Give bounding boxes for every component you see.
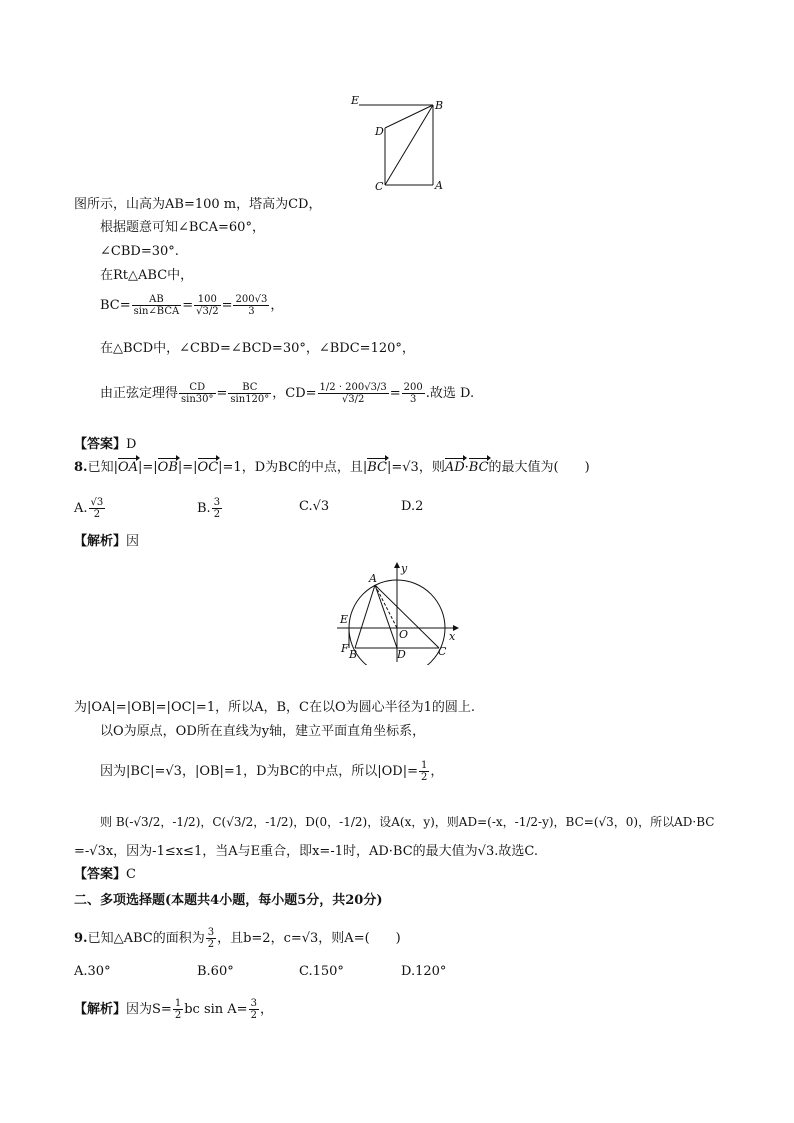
numerator: 3 bbox=[213, 497, 221, 508]
denominator: sin120° bbox=[230, 394, 270, 405]
answer-value: C bbox=[126, 867, 136, 882]
question-number: 8. bbox=[74, 460, 88, 475]
sol7-line5: BC= $\frac{AB}{\text{sin∠BCA}}$ = $\frac{100}{√3/2}$ = $\frac{200√3}{3}$ ， bbox=[100, 294, 284, 317]
q8-text-a: 已知| bbox=[87, 460, 118, 475]
vector-oa: OA bbox=[117, 460, 139, 475]
dot-operator: · bbox=[464, 460, 469, 475]
denominator: √3/2 bbox=[341, 394, 365, 405]
fraction bbox=[419, 760, 429, 783]
denominator: 2 bbox=[213, 509, 221, 520]
q8-option-c: C.√3 bbox=[299, 499, 330, 514]
numerator: 1/2 · 200√3/3 bbox=[319, 382, 387, 393]
sol7-line7-mid: ，CD= bbox=[272, 386, 317, 401]
label-e: E bbox=[340, 613, 349, 626]
sol7-line7-suffix: .故选 D. bbox=[425, 386, 475, 401]
label-a: A bbox=[369, 572, 377, 585]
sol8-line4: 则 B(-√3/2，-1/2)，C(√3/2，-1/2)，D(0，-1/2)，设A(x，y)，则AD=(-x，-1/2-y)，BC=(√3，0)，所以AD·BC bbox=[100, 815, 715, 829]
q8-text-1: |=| bbox=[138, 460, 158, 475]
sol7-line6: 在△BCD中，∠CBD=∠BCD=30°，∠BDC=120°， bbox=[100, 341, 415, 356]
q8-option-d: D.2 bbox=[401, 499, 424, 514]
vector-bc: BC bbox=[468, 460, 489, 475]
numerator: 200√3 bbox=[235, 294, 268, 305]
label-d: D bbox=[375, 125, 384, 138]
vector-oc: OC bbox=[197, 460, 219, 475]
denominator: 2 bbox=[207, 939, 215, 950]
numerator: 200 bbox=[403, 382, 423, 393]
answer-8 bbox=[74, 866, 136, 884]
sol7-line1: 图所示，山高为AB=100 m，塔高为CD， bbox=[74, 197, 322, 212]
q8-text-3: |=1，D为BC的中点，且| bbox=[218, 460, 368, 475]
sol8-line3-prefix: 因为|BC|=√3，|OB|=1，D为BC的中点，所以|OD|= bbox=[100, 764, 418, 779]
sol8-line3-suffix: ， bbox=[430, 764, 444, 779]
vector-ob: OB bbox=[157, 460, 178, 475]
numerator: √3 bbox=[90, 497, 104, 508]
sol8-line5: =-√3x，因为-1≤x≤1，当A与E重合，即x=-1时，AD·BC的最大值为√3.故选C. bbox=[74, 844, 538, 859]
numerator: 1 bbox=[420, 760, 428, 771]
denominator: 2 bbox=[174, 1010, 182, 1021]
label-d: D bbox=[397, 648, 406, 661]
fraction bbox=[212, 497, 222, 520]
denominator: 2 bbox=[93, 509, 101, 520]
sol7-line5-suffix: ， bbox=[270, 298, 284, 313]
option-label: A. bbox=[74, 501, 88, 516]
label-b: B bbox=[349, 648, 358, 661]
fraction bbox=[318, 382, 389, 405]
q8-option-a bbox=[74, 497, 106, 520]
denominator: 3 bbox=[248, 306, 255, 317]
label-x: x bbox=[449, 630, 456, 643]
q8-text-5: 的最大值为( ) bbox=[488, 460, 590, 475]
label-a: A bbox=[435, 179, 443, 192]
sol7-line4: 在Rt△ABC中， bbox=[100, 268, 194, 283]
option-label: B. bbox=[197, 501, 211, 516]
sol8-line1: 为|OA|=|OB|=|OC|=1，所以A，B，C在以O为圆心半径为1的圆上. bbox=[74, 700, 476, 715]
numerator: 3 bbox=[250, 998, 257, 1009]
denominator: sin30° bbox=[181, 394, 214, 405]
question-9 bbox=[74, 927, 401, 950]
analysis-text: 因 bbox=[126, 534, 140, 549]
sol7-line7: 由正弦定理得 $\frac{CD}{\sin 30^\circ}$ = $\frac{BC}{\sin 120^\circ}$ ，CD= $\frac{1/2 \cdot 200√3/3}{√3/2}$ = $\frac{200}{3}$ .故选 D. bbox=[100, 382, 475, 405]
denominator: √3/2 bbox=[196, 306, 219, 317]
label-o: O bbox=[399, 628, 409, 641]
label-e: E bbox=[351, 94, 360, 107]
q9-suffix: ，且b=2，c=√3，则A=( ) bbox=[217, 931, 401, 946]
analysis-suffix: ， bbox=[259, 1002, 273, 1017]
q8-option-b bbox=[197, 497, 223, 520]
denominator: 2 bbox=[250, 1010, 257, 1021]
tower-figure bbox=[345, 90, 455, 195]
label-y: y bbox=[401, 562, 408, 575]
sol7-line7-prefix: 由正弦定理得 bbox=[100, 386, 179, 401]
fraction bbox=[249, 998, 259, 1021]
analysis-9 bbox=[74, 998, 273, 1021]
segment-ad bbox=[375, 585, 397, 648]
section-2-heading: 二、多项选择题(本题共4小题，每小题5分，共20分) bbox=[74, 893, 383, 908]
circle-figure bbox=[335, 560, 465, 665]
side-ab bbox=[355, 585, 375, 648]
q9-option-c: C.150° bbox=[299, 964, 344, 979]
question-8 bbox=[74, 459, 590, 477]
analysis-mid: bc sin A= bbox=[184, 1002, 248, 1017]
q8-text-4: |=√3，则 bbox=[387, 460, 445, 475]
y-axis-arrow bbox=[394, 562, 400, 568]
numerator: 1 bbox=[174, 998, 182, 1009]
label-c: C bbox=[438, 645, 447, 658]
fraction bbox=[179, 382, 216, 405]
sol8-line3 bbox=[100, 760, 443, 783]
numerator: 100 bbox=[194, 294, 220, 306]
segment-ao-dashed bbox=[375, 585, 397, 628]
q9-prefix: 已知△ABC的面积为 bbox=[87, 931, 205, 946]
denominator: 3 bbox=[410, 394, 417, 405]
answer-label: 【答案】 bbox=[74, 437, 127, 452]
q9-option-b: B.60° bbox=[197, 964, 234, 979]
numerator: AB bbox=[132, 294, 182, 306]
question-number: 9. bbox=[74, 931, 88, 946]
analysis-8 bbox=[74, 533, 139, 551]
q9-option-a: A.30° bbox=[74, 964, 111, 979]
sol7-line3: ∠CBD=30°. bbox=[100, 244, 179, 259]
label-f: F bbox=[341, 642, 349, 655]
answer-label: 【答案】 bbox=[74, 867, 127, 882]
sol7-line5-prefix: BC= bbox=[100, 298, 131, 313]
fraction bbox=[194, 294, 220, 317]
numerator: 3 bbox=[207, 927, 215, 938]
fraction bbox=[89, 497, 106, 520]
q9-option-d: D.120° bbox=[401, 964, 447, 979]
fraction bbox=[206, 927, 216, 950]
label-c: C bbox=[375, 180, 384, 193]
fraction bbox=[233, 294, 269, 317]
analysis-label: 【解析】 bbox=[74, 534, 127, 549]
fraction bbox=[402, 382, 425, 405]
fraction bbox=[228, 382, 271, 405]
vector-bc: BC bbox=[367, 460, 387, 475]
q8-text-2: |=| bbox=[177, 460, 198, 475]
fraction bbox=[173, 998, 183, 1021]
denominator: 2 bbox=[420, 772, 428, 783]
label-b: B bbox=[435, 99, 444, 112]
denominator: sin∠BCA bbox=[133, 306, 180, 317]
sol7-line2: 根据题意可知∠BCA=60°， bbox=[100, 220, 265, 235]
vector-ad: AD bbox=[444, 460, 465, 475]
analysis-label: 【解析】 bbox=[74, 1002, 127, 1017]
numerator: CD bbox=[179, 382, 216, 394]
fraction bbox=[132, 294, 182, 317]
numerator: BC bbox=[228, 382, 271, 394]
analysis-prefix: 因为S= bbox=[126, 1002, 172, 1017]
answer-7 bbox=[74, 436, 136, 454]
answer-value: D bbox=[126, 437, 137, 452]
sol8-line2: 以O为原点，OD所在直线为y轴，建立平面直角坐标系， bbox=[100, 724, 426, 739]
